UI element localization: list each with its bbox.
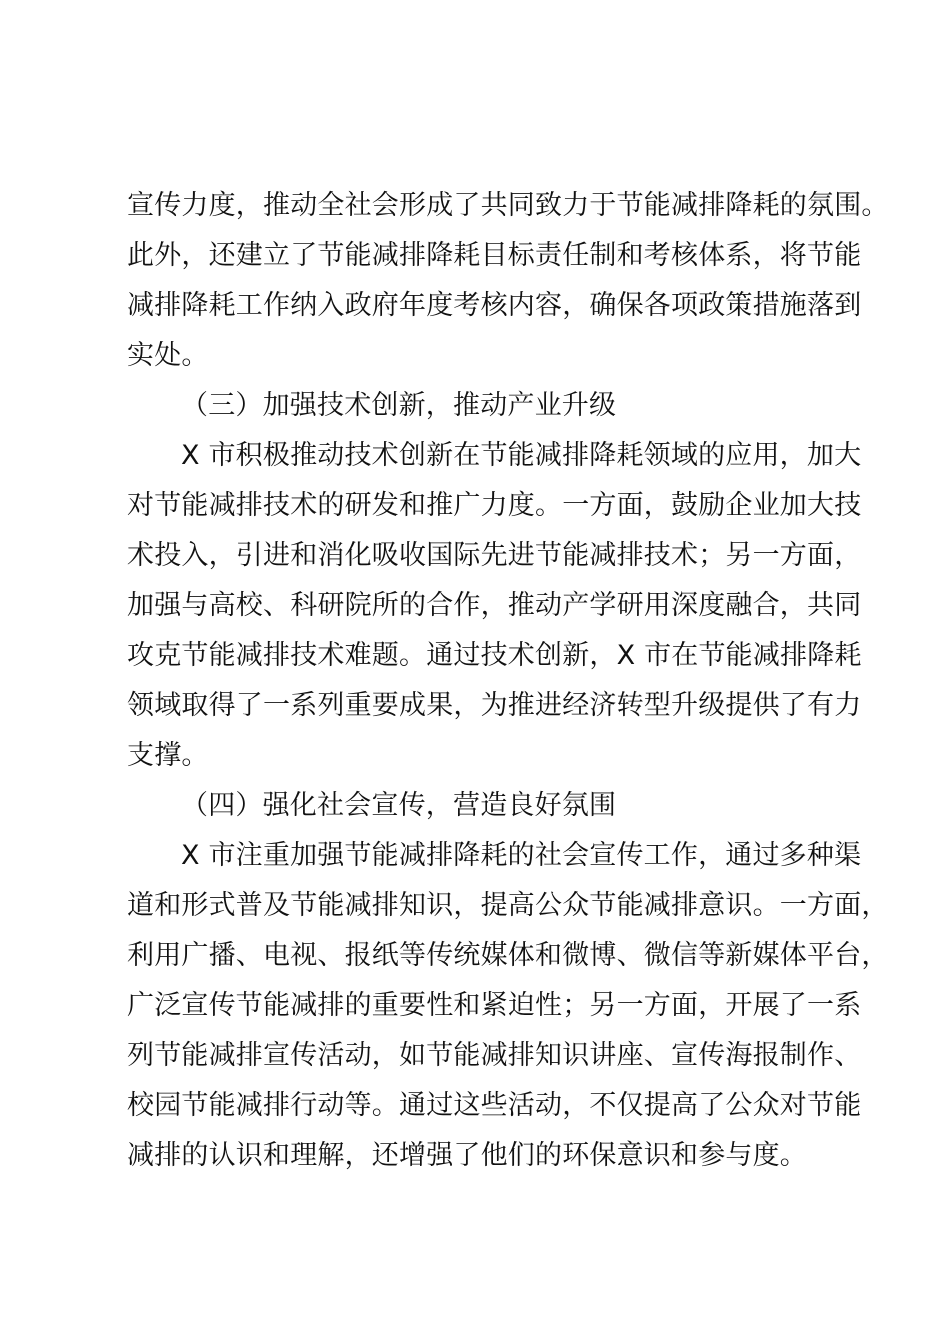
document-body	[127, 181, 889, 1181]
paragraph-line: 实处。	[127, 340, 209, 371]
section-heading: （四）强化社会宣传，营造良好氛围	[181, 790, 617, 821]
paragraph-line: 此外，还建立了节能减排降耗目标责任制和考核体系，将节能	[127, 240, 862, 271]
paragraph-line: 减排的认识和理解，还增强了他们的环保意识和参与度。	[127, 1140, 807, 1171]
paragraph-line: 对节能减排技术的研发和推广力度。一方面，鼓励企业加大技	[127, 490, 862, 521]
paragraph-line: 领域取得了一系列重要成果，为推进经济转型升级提供了有力	[127, 690, 862, 721]
paragraph-line: 道和形式普及节能减排知识，提高公众节能减排意识。一方面，	[127, 890, 889, 921]
paragraph-line: 利用广播、电视、报纸等传统媒体和微博、微信等新媒体平台，	[127, 940, 889, 971]
paragraph-line: X 市积极推动技术创新在节能减排降耗领域的应用，加大	[181, 440, 862, 471]
paragraph-line: 减排降耗工作纳入政府年度考核内容，确保各项政策措施落到	[127, 290, 862, 321]
paragraph-line: 术投入，引进和消化吸收国际先进节能减排技术；另一方面，	[127, 540, 862, 571]
paragraph-line: 广泛宣传节能减排的重要性和紧迫性；另一方面，开展了一系	[127, 990, 862, 1021]
paragraph-line: 校园节能减排行动等。通过这些活动，不仅提高了公众对节能	[127, 1090, 862, 1121]
paragraph-line: 加强与高校、科研院所的合作，推动产学研用深度融合，共同	[127, 590, 862, 621]
paragraph-line: 攻克节能减排技术难题。通过技术创新，X 市在节能减排降耗	[127, 640, 862, 671]
paragraph-line: X 市注重加强节能减排降耗的社会宣传工作，通过多种渠	[181, 840, 862, 871]
paragraph-line: 宣传力度，推动全社会形成了共同致力于节能减排降耗的氛围。	[127, 190, 889, 221]
paragraph-line: 列节能减排宣传活动，如节能减排知识讲座、宣传海报制作、	[127, 1040, 862, 1071]
paragraph-line: 支撑。	[127, 740, 209, 771]
section-heading: （三）加强技术创新，推动产业升级	[181, 390, 617, 421]
